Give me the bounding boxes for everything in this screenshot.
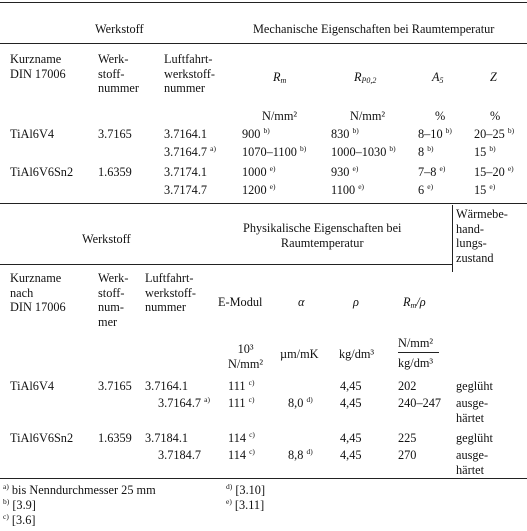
t1-header-a5: A5	[432, 70, 444, 85]
t2-cell-rho: 4,45	[340, 379, 362, 393]
t2-header-luftfahrt: Luftfahrt- werkstoff- nummer	[145, 271, 196, 314]
t1-cell-lf: 3.7164.1	[164, 127, 208, 141]
t1-cell-z: 15 $^{e)}$	[474, 182, 496, 197]
t2-cell-e: 111 $^{c)}$	[228, 395, 255, 410]
t2-unit-alpha: µm/mK	[280, 347, 319, 361]
t2-unit-rho: kg/dm³	[339, 347, 375, 361]
t1-header-luftfahrt: Luftfahrt- werkstoff- nummer	[164, 52, 215, 95]
t1-unit-rm: N/mm²	[262, 109, 298, 123]
t2-cell-state: ausge- härtet	[456, 396, 489, 425]
t1-cell-name: TiAl6V6Sn2	[10, 165, 74, 179]
t2-cell-rho: 4,45	[340, 431, 362, 445]
t1-group-werkstoff: Werkstoff	[95, 22, 144, 36]
t2-cell-e: 111 $^{c)}$	[228, 378, 255, 393]
t1-cell-a: 8 $^{b)}$	[418, 144, 434, 159]
t1-cell-lf: 3.7164.7 $^{a)}$	[164, 144, 216, 159]
t2-cell-alpha: 8,0 $^{d)}$	[288, 395, 313, 410]
footnote: $^{a)}$ bis Nenndurchmesser 25 mm	[3, 482, 156, 497]
t2-cell-e: 114 $^{c)}$	[228, 430, 255, 445]
t2-cell-lf: 3.7164.1	[145, 379, 189, 393]
t1-header-werkstoffnummer: Werk- stoff- nummer	[98, 52, 139, 95]
t1-header-rm: Rm	[273, 70, 287, 85]
t1-header-kurzname: Kurzname DIN 17006	[10, 52, 66, 81]
t1-cell-a: 8–10 $^{b)}$	[418, 126, 452, 141]
t2-group-waerme: Wärmebe- hand- lungs- zustand	[456, 207, 508, 265]
t2-cell-name: TiAl6V4	[10, 379, 54, 393]
t1-group-rule	[0, 43, 527, 44]
t1-header-z: Z	[490, 70, 497, 84]
t2-group-werkstoff: Werkstoff	[82, 232, 131, 246]
t2-unit-emodul: 10³ N/mm²	[228, 342, 264, 371]
t2-cell-e: 114 $^{c)}$	[228, 447, 255, 462]
t2-cell-nr: 3.7165	[98, 379, 132, 393]
t2-cell-state: geglüht	[456, 431, 493, 445]
t1-cell-rm: 1070–1100 $^{b)}$	[242, 144, 307, 159]
t1-cell-rp: 1000–1030 $^{b)}$	[331, 144, 396, 159]
t1-cell-z: 15–20 $^{e)}$	[474, 164, 514, 179]
t2-cell-state: ausge- härtet	[456, 448, 489, 477]
t2-header-rm-rho: Rm/ρ	[403, 295, 426, 310]
t2-group-phys: Physikalische Eigenschaften bei Raumtemperatur	[243, 221, 402, 250]
t2-group-rule	[0, 264, 452, 265]
t2-cell-name: TiAl6V6Sn2	[10, 431, 74, 445]
t1-cell-rp: 830 $^{b)}$	[331, 126, 359, 141]
t2-cell-lf: 3.7184.7	[158, 448, 202, 462]
t1-cell-nr: 3.7165	[98, 127, 132, 141]
t2-header-emodul: E-Modul	[218, 295, 263, 309]
t1-cell-lf: 3.7174.7	[164, 183, 208, 197]
t2-cell-rmrho: 225	[398, 431, 417, 445]
t2-vline-waerme	[452, 205, 453, 272]
t1-unit-rp: N/mm²	[350, 109, 386, 123]
t2-header-alpha: α	[298, 295, 305, 309]
t2-header-rho: ρ	[353, 295, 359, 309]
t1-header-rp02: RP0,2	[354, 70, 377, 85]
t1-cell-name: TiAl6V4	[10, 127, 54, 141]
t2-cell-state: geglüht	[456, 379, 493, 393]
t2-unit-rmrho-bottom: kg/dm³	[398, 356, 434, 370]
t2-header-kurzname: Kurzname nach DIN 17006	[10, 271, 66, 314]
t1-cell-nr: 1.6359	[98, 165, 132, 179]
footnote: $^{b)}$ [3.9]	[3, 497, 36, 512]
t2-cell-lf: 3.7184.1	[145, 431, 189, 445]
footnote: $^{e)}$ [3.11]	[226, 497, 265, 512]
t1-cell-z: 20–25 $^{b)}$	[474, 126, 515, 141]
t2-cell-rho: 4,45	[340, 396, 362, 410]
t1-group-mech: Mechanische Eigenschaften bei Raumtemperatur	[253, 22, 495, 36]
t2-cell-alpha: 8,8 $^{d)}$	[288, 447, 313, 462]
t2-cell-rmrho: 240–247	[398, 396, 442, 410]
t1-cell-a: 7–8 $^{e)}$	[418, 164, 446, 179]
t2-unit-fraction-line	[398, 352, 439, 353]
t2-header-werkstoffnummer: Werk- stoff- num- mer	[98, 271, 129, 329]
footnote: $^{c)}$ [3.6]	[3, 512, 36, 527]
t2-unit-rmrho-top: N/mm²	[398, 336, 434, 350]
table2-bottom-rule	[0, 478, 527, 479]
t1-unit-z: %	[490, 109, 501, 123]
t1-cell-rm: 1200 $^{e)}$	[242, 182, 276, 197]
footnote: $^{d)}$ [3.10]	[226, 482, 266, 497]
t2-cell-rho: 4,45	[340, 448, 362, 462]
t1-cell-rp: 930 $^{e)}$	[331, 164, 359, 179]
t1-cell-a: 6 $^{e)}$	[418, 182, 434, 197]
t1-cell-rm: 1000 $^{e)}$	[242, 164, 276, 179]
table1-bottom-rule	[0, 203, 527, 204]
t2-cell-lf: 3.7164.7 $^{a)}$	[158, 395, 210, 410]
t1-cell-lf: 3.7174.1	[164, 165, 208, 179]
t1-cell-rm: 900 $^{b)}$	[242, 126, 270, 141]
t1-cell-z: 15 $^{b)}$	[474, 144, 496, 159]
t1-unit-a: %	[435, 109, 446, 123]
t2-cell-nr: 1.6359	[98, 431, 132, 445]
t2-cell-rmrho: 202	[398, 379, 417, 393]
table1-top-rule	[0, 2, 527, 3]
t1-cell-rp: 1100 $^{e)}$	[331, 182, 365, 197]
t2-cell-rmrho: 270	[398, 448, 417, 462]
